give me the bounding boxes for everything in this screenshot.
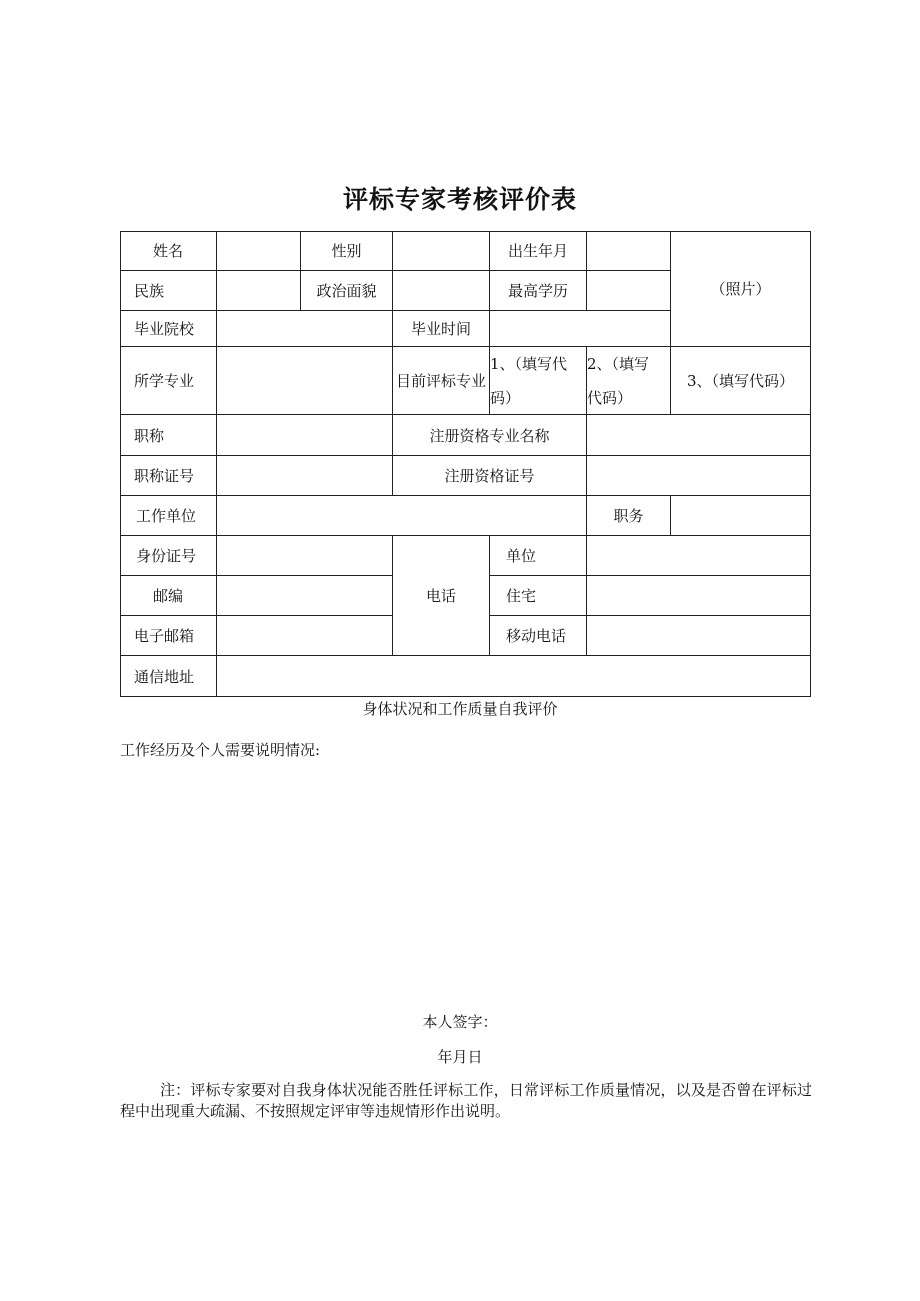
eval-major-label: 目前评标专业 xyxy=(393,347,490,415)
birth-field[interactable] xyxy=(587,231,671,271)
experience-label: 工作经历及个人需要说明情况: xyxy=(120,741,321,759)
employer-label: 工作单位 xyxy=(120,496,217,536)
position-field[interactable] xyxy=(671,496,811,536)
code3-field[interactable]: 3、（填写代码） xyxy=(671,347,811,415)
school-field[interactable] xyxy=(217,311,393,347)
title-cert-label: 职称证号 xyxy=(120,456,217,496)
grad-time-field[interactable] xyxy=(490,311,671,347)
phone-label: 电话 xyxy=(393,536,490,656)
work-phone-label: 单位 xyxy=(490,536,587,576)
date-label: 年月日 xyxy=(437,1048,483,1066)
reg-major-label: 注册资格专业名称 xyxy=(393,415,587,456)
education-label: 最高学历 xyxy=(490,271,587,311)
reg-cert-label: 注册资格证号 xyxy=(393,456,587,496)
education-field[interactable] xyxy=(587,271,671,311)
mobile-label: 移动电话 xyxy=(490,616,587,656)
id-number-label: 身份证号 xyxy=(120,536,217,576)
major-field[interactable] xyxy=(217,347,393,415)
employer-field[interactable] xyxy=(217,496,587,536)
home-phone-field[interactable] xyxy=(587,576,811,616)
postcode-field[interactable] xyxy=(217,576,393,616)
note-paragraph: 注：评标专家要对自我身体状况能否胜任评标工作，日常评标工作质量情况，以及是否曾在评标过程中出现重大疏漏、不按照规定评审等违规情形作出说明。 xyxy=(120,1081,812,1120)
gender-field[interactable] xyxy=(393,231,490,271)
page-title: 评标专家考核评价表 xyxy=(342,185,577,214)
section-title: 身体状况和工作质量自我评价 xyxy=(362,700,558,718)
address-label: 通信地址 xyxy=(120,656,217,697)
birth-label: 出生年月 xyxy=(490,231,587,271)
email-label: 电子邮箱 xyxy=(120,616,217,656)
title-cert-field[interactable] xyxy=(217,456,393,496)
mobile-field[interactable] xyxy=(587,616,811,656)
id-number-field[interactable] xyxy=(217,536,393,576)
name-field[interactable] xyxy=(217,231,301,271)
political-label: 政治面貌 xyxy=(301,271,393,311)
home-phone-label: 住宅 xyxy=(490,576,587,616)
email-field[interactable] xyxy=(217,616,393,656)
reg-major-field[interactable] xyxy=(587,415,811,456)
grad-time-label: 毕业时间 xyxy=(393,311,490,347)
code2-field[interactable]: 2、（填写代码） xyxy=(587,347,671,415)
political-field[interactable] xyxy=(393,271,490,311)
ethnicity-label: 民族 xyxy=(120,271,217,311)
title-rank-field[interactable] xyxy=(217,415,393,456)
major-label: 所学专业 xyxy=(120,347,217,415)
signature-label: 本人签字： xyxy=(422,1013,498,1031)
work-phone-field[interactable] xyxy=(587,536,811,576)
expert-info-form xyxy=(120,231,811,697)
gender-label: 性别 xyxy=(301,231,393,271)
position-label: 职务 xyxy=(587,496,671,536)
code1-field[interactable]: 1、（填写代码） xyxy=(490,347,587,415)
reg-cert-field[interactable] xyxy=(587,456,811,496)
postcode-label: 邮编 xyxy=(120,576,217,616)
school-label: 毕业院校 xyxy=(120,311,217,347)
title-rank-label: 职称 xyxy=(120,415,217,456)
ethnicity-field[interactable] xyxy=(217,271,301,311)
name-label: 姓名 xyxy=(120,231,217,271)
photo-cell[interactable]: （照片） xyxy=(671,231,811,347)
address-field[interactable] xyxy=(217,656,811,697)
